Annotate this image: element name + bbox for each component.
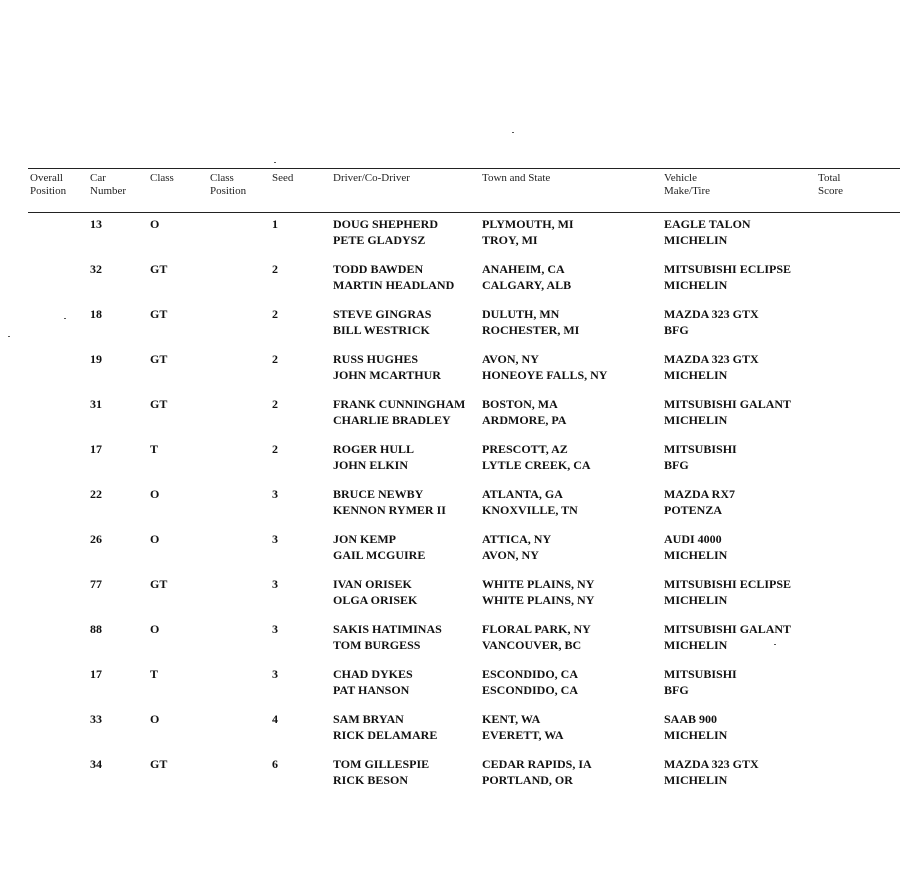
town-cell (482, 351, 607, 383)
vehicle-make: MAZDA RX7 (664, 487, 735, 501)
table-row (0, 756, 900, 796)
driver-town: PRESCOTT, AZ (482, 442, 568, 456)
vehicle-cell (664, 306, 759, 338)
vehicle-make: MITSUBISHI GALANT (664, 397, 792, 411)
table-row (0, 351, 900, 391)
table-row (0, 396, 900, 436)
car-number: 33 (90, 712, 102, 726)
table-row (0, 666, 900, 706)
driver-town: ANAHEIM, CA (482, 262, 565, 276)
vehicle-make: MITSUBISHI (664, 667, 737, 681)
driver: CHAD DYKES (333, 667, 413, 681)
vehicle-make: MAZDA 323 GTX (664, 352, 759, 366)
driver: FRANK CUNNINGHAM (333, 397, 466, 411)
header-top-rule (28, 168, 900, 169)
seed: 2 (272, 307, 278, 321)
tire: MICHELIN (664, 413, 728, 427)
seed: 6 (272, 757, 278, 771)
driver-cell (333, 576, 417, 608)
co-driver-town: AVON, NY (482, 548, 539, 562)
co-driver-town: CALGARY, ALB (482, 278, 572, 292)
town-cell (482, 486, 578, 518)
header-class-position: Class Position (210, 172, 247, 197)
driver: BRUCE NEWBY (333, 487, 424, 501)
co-driver-town: ARDMORE, PA (482, 413, 567, 427)
vehicle-cell (664, 531, 727, 563)
co-driver-town: HONEOYE FALLS, NY (482, 368, 608, 382)
vehicle-make: SAAB 900 (664, 712, 718, 726)
vehicle-cell (664, 351, 759, 383)
table-row (0, 621, 900, 661)
driver-town: PLYMOUTH, MI (482, 217, 574, 231)
table-row (0, 261, 900, 301)
driver-cell (333, 711, 437, 743)
driver-cell (333, 216, 438, 248)
tire: MICHELIN (664, 278, 728, 292)
seed: 3 (272, 667, 278, 681)
car-number: 18 (90, 307, 102, 321)
header-car-number: Car Number (90, 172, 127, 197)
co-driver: PAT HANSON (333, 683, 410, 697)
car-number: 31 (90, 397, 102, 411)
town-cell (482, 441, 591, 473)
table-row (0, 486, 900, 526)
driver-cell (333, 666, 413, 698)
vehicle-cell (664, 621, 791, 653)
vehicle-make: MITSUBISHI (664, 442, 737, 456)
header-total-score: Total Score (818, 172, 844, 197)
tire: MICHELIN (664, 368, 728, 382)
driver-cell (333, 351, 441, 383)
class: O (150, 487, 160, 501)
tire: MICHELIN (664, 593, 728, 607)
car-number: 88 (90, 622, 102, 636)
co-driver-town: ESCONDIDO, CA (482, 683, 579, 697)
car-number: 77 (90, 577, 102, 591)
header-overall-position: Overall Position (30, 172, 67, 197)
driver-town: KENT, WA (482, 712, 541, 726)
co-driver-town: ROCHESTER, MI (482, 323, 580, 337)
town-cell (482, 306, 579, 338)
town-cell (482, 621, 591, 653)
header-bottom-rule (28, 212, 900, 213)
vehicle-cell (664, 486, 735, 518)
driver-town: ESCONDIDO, CA (482, 667, 579, 681)
tire: MICHELIN (664, 728, 728, 742)
driver: SAKIS HATIMINAS (333, 622, 442, 636)
town-cell (482, 261, 571, 293)
class: GT (150, 262, 168, 276)
vehicle-make: MAZDA 323 GTX (664, 307, 759, 321)
co-driver: JOHN ELKIN (333, 458, 409, 472)
co-driver-town: LYTLE CREEK, CA (482, 458, 591, 472)
driver: TOM GILLESPIE (333, 757, 430, 771)
header-class: Class (150, 172, 174, 184)
seed: 3 (272, 577, 278, 591)
table-row (0, 576, 900, 616)
vehicle-make: MAZDA 323 GTX (664, 757, 759, 771)
vehicle-cell (664, 756, 759, 788)
tire: BFG (664, 458, 689, 472)
town-cell (482, 756, 592, 788)
vehicle-cell (664, 666, 737, 698)
seed: 2 (272, 397, 278, 411)
tire: MICHELIN (664, 548, 728, 562)
class: O (150, 622, 160, 636)
driver-town: CEDAR RAPIDS, IA (482, 757, 592, 771)
car-number: 32 (90, 262, 102, 276)
vehicle-cell (664, 216, 751, 248)
driver-cell (333, 621, 442, 653)
table-row (0, 306, 900, 346)
vehicle-cell (664, 576, 791, 608)
car-number: 19 (90, 352, 102, 366)
co-driver-town: TROY, MI (482, 233, 538, 247)
driver-town: BOSTON, MA (482, 397, 558, 411)
tire: BFG (664, 683, 689, 697)
co-driver: PETE GLADYSZ (333, 233, 426, 247)
vehicle-cell (664, 396, 791, 428)
co-driver-town: KNOXVILLE, TN (482, 503, 578, 517)
co-driver-town: EVERETT, WA (482, 728, 564, 742)
scan-speck (512, 132, 514, 133)
car-number: 22 (90, 487, 102, 501)
driver: RUSS HUGHES (333, 352, 419, 366)
co-driver: TOM BURGESS (333, 638, 421, 652)
driver-town: ATLANTA, GA (482, 487, 563, 501)
seed: 3 (272, 487, 278, 501)
driver: JON KEMP (333, 532, 396, 546)
class: GT (150, 397, 168, 411)
class: GT (150, 307, 168, 321)
driver: SAM BRYAN (333, 712, 404, 726)
class: O (150, 217, 160, 231)
driver-cell (333, 441, 414, 473)
driver-cell (333, 531, 425, 563)
table-row (0, 441, 900, 481)
tire: BFG (664, 323, 689, 337)
seed: 2 (272, 442, 278, 456)
seed: 4 (272, 712, 278, 726)
class: T (150, 442, 159, 456)
seed: 3 (272, 532, 278, 546)
vehicle-make: MITSUBISHI GALANT (664, 622, 792, 636)
table-row (0, 711, 900, 751)
vehicle-make: MITSUBISHI ECLIPSE (664, 262, 792, 276)
class: T (150, 667, 159, 681)
driver: IVAN ORISEK (333, 577, 412, 591)
car-number: 17 (90, 667, 102, 681)
driver-town: WHITE PLAINS, NY (482, 577, 595, 591)
car-number: 13 (90, 217, 102, 231)
driver: DOUG SHEPHERD (333, 217, 439, 231)
vehicle-make: EAGLE TALON (664, 217, 751, 231)
tire: POTENZA (664, 503, 723, 517)
town-cell (482, 396, 566, 428)
town-cell (482, 216, 574, 248)
tire: MICHELIN (664, 773, 728, 787)
class: O (150, 532, 160, 546)
co-driver: RICK BESON (333, 773, 409, 787)
header-vehicle: Vehicle Make/Tire (664, 172, 711, 197)
driver-town: DULUTH, MN (482, 307, 560, 321)
co-driver-town: WHITE PLAINS, NY (482, 593, 595, 607)
co-driver: BILL WESTRICK (333, 323, 430, 337)
table-row (0, 216, 900, 256)
driver: ROGER HULL (333, 442, 415, 456)
table-row (0, 531, 900, 571)
driver: TODD BAWDEN (333, 262, 424, 276)
town-cell (482, 711, 564, 743)
co-driver-town: PORTLAND, OR (482, 773, 573, 787)
header-town-state: Town and State (482, 172, 551, 184)
driver-town: FLORAL PARK, NY (482, 622, 591, 636)
tire: MICHELIN (664, 233, 728, 247)
driver-town: AVON, NY (482, 352, 539, 366)
class: GT (150, 577, 168, 591)
town-cell (482, 576, 594, 608)
class: O (150, 712, 160, 726)
vehicle-cell (664, 711, 727, 743)
seed: 2 (272, 352, 278, 366)
co-driver: CHARLIE BRADLEY (333, 413, 451, 427)
co-driver: MARTIN HEADLAND (333, 278, 455, 292)
seed: 2 (272, 262, 278, 276)
vehicle-cell (664, 261, 791, 293)
car-number: 17 (90, 442, 102, 456)
town-cell (482, 531, 551, 563)
vehicle-make: MITSUBISHI ECLIPSE (664, 577, 792, 591)
co-driver: JOHN MCARTHUR (333, 368, 441, 382)
tire: MICHELIN (664, 638, 728, 652)
seed: 3 (272, 622, 278, 636)
town-cell (482, 666, 578, 698)
class: GT (150, 352, 168, 366)
driver-cell (333, 396, 465, 428)
driver-cell (333, 486, 446, 518)
vehicle-cell (664, 441, 737, 473)
driver-cell (333, 306, 431, 338)
co-driver: KENNON RYMER II (333, 503, 446, 517)
co-driver-town: VANCOUVER, BC (482, 638, 582, 652)
co-driver: OLGA ORISEK (333, 593, 418, 607)
driver-cell (333, 261, 454, 293)
scan-speck (274, 162, 276, 163)
seed: 1 (272, 217, 278, 231)
driver: STEVE GINGRAS (333, 307, 432, 321)
car-number: 34 (90, 757, 102, 771)
driver-cell (333, 756, 429, 788)
co-driver: GAIL MCGUIRE (333, 548, 426, 562)
vehicle-make: AUDI 4000 (664, 532, 722, 546)
driver-town: ATTICA, NY (482, 532, 552, 546)
car-number: 26 (90, 532, 102, 546)
header-driver: Driver/Co-Driver (333, 172, 410, 184)
co-driver: RICK DELAMARE (333, 728, 438, 742)
header-seed: Seed (272, 172, 294, 184)
class: GT (150, 757, 168, 771)
